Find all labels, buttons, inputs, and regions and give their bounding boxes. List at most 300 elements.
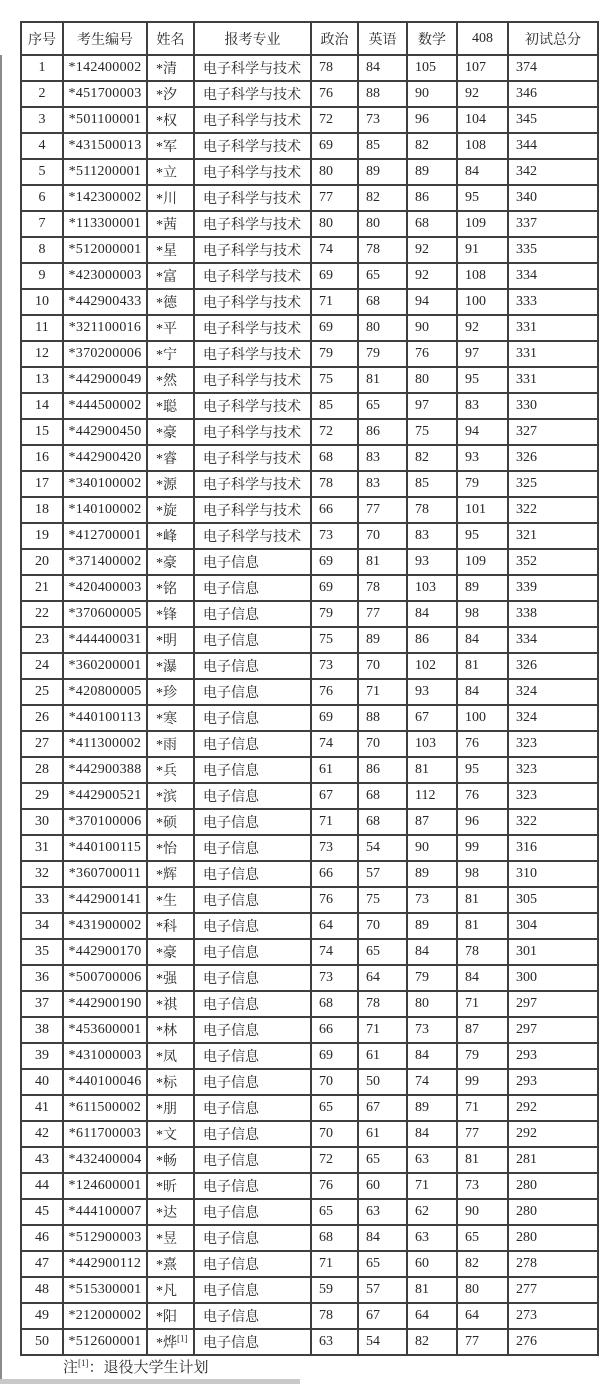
cell-english: 79 xyxy=(358,341,407,367)
cell-english: 77 xyxy=(358,497,407,523)
table-row xyxy=(21,783,598,809)
cell-math: 63 xyxy=(407,1147,457,1173)
header-major: 报考专业 xyxy=(194,22,311,55)
cell-math: 86 xyxy=(407,185,457,211)
cell-candidate-id: *442900170 xyxy=(63,939,147,965)
cell-408: 82 xyxy=(457,1251,508,1277)
cell-politics: 73 xyxy=(311,523,358,549)
footnote-prefix: 注 xyxy=(63,1360,79,1376)
table-row xyxy=(21,601,598,627)
table-row xyxy=(21,55,598,81)
cell-total: 374 xyxy=(508,55,598,81)
cell-name: *峰 xyxy=(147,523,194,549)
table-row xyxy=(21,419,598,445)
cell-english: 77 xyxy=(358,601,407,627)
cell-math: 63 xyxy=(407,1225,457,1251)
cell-math: 84 xyxy=(407,1121,457,1147)
cell-408: 84 xyxy=(457,627,508,653)
cell-408: 95 xyxy=(457,523,508,549)
cell-candidate-id: *611700003 xyxy=(63,1121,147,1147)
cell-politics: 65 xyxy=(311,1095,358,1121)
cell-politics: 77 xyxy=(311,185,358,211)
cell-politics: 71 xyxy=(311,809,358,835)
cell-major: 电子信息 xyxy=(194,1043,311,1069)
cell-no: 30 xyxy=(21,809,63,835)
table-row xyxy=(21,367,598,393)
cell-no: 5 xyxy=(21,159,63,185)
cell-politics: 68 xyxy=(311,991,358,1017)
table-row xyxy=(21,1251,598,1277)
cell-major: 电子信息 xyxy=(194,783,311,809)
cell-major: 电子信息 xyxy=(194,1173,311,1199)
cell-408: 93 xyxy=(457,445,508,471)
table-row xyxy=(21,497,598,523)
cell-no: 40 xyxy=(21,1069,63,1095)
cell-no: 49 xyxy=(21,1303,63,1329)
table-row xyxy=(21,679,598,705)
cell-politics: 64 xyxy=(311,913,358,939)
cell-no: 38 xyxy=(21,1017,63,1043)
cell-candidate-id: *451700003 xyxy=(63,81,147,107)
cell-candidate-id: *423000003 xyxy=(63,263,147,289)
cell-candidate-id: *412700001 xyxy=(63,523,147,549)
cell-name: *豪 xyxy=(147,939,194,965)
cell-candidate-id: *611500002 xyxy=(63,1095,147,1121)
table-row xyxy=(21,445,598,471)
cell-no: 45 xyxy=(21,1199,63,1225)
cell-total: 277 xyxy=(508,1277,598,1303)
cell-no: 17 xyxy=(21,471,63,497)
cell-math: 90 xyxy=(407,81,457,107)
cell-total: 325 xyxy=(508,471,598,497)
cell-408: 77 xyxy=(457,1329,508,1355)
table-row xyxy=(21,835,598,861)
cell-candidate-id: *442900112 xyxy=(63,1251,147,1277)
cell-no: 19 xyxy=(21,523,63,549)
table-row xyxy=(21,1199,598,1225)
cell-politics: 69 xyxy=(311,133,358,159)
cell-politics: 79 xyxy=(311,341,358,367)
cell-408: 108 xyxy=(457,133,508,159)
cell-major: 电子信息 xyxy=(194,653,311,679)
cell-math: 92 xyxy=(407,237,457,263)
header-total: 初试总分 xyxy=(508,22,598,55)
cell-total: 280 xyxy=(508,1173,598,1199)
cell-408: 95 xyxy=(457,757,508,783)
cell-politics: 66 xyxy=(311,861,358,887)
cell-politics: 69 xyxy=(311,1043,358,1069)
cell-total: 326 xyxy=(508,653,598,679)
cell-candidate-id: *442900521 xyxy=(63,783,147,809)
cell-name: *富 xyxy=(147,263,194,289)
cell-major: 电子科学与技术 xyxy=(194,133,311,159)
cell-math: 92 xyxy=(407,263,457,289)
cell-408: 104 xyxy=(457,107,508,133)
cell-name: *星 xyxy=(147,237,194,263)
cell-politics: 61 xyxy=(311,757,358,783)
cell-no: 2 xyxy=(21,81,63,107)
table-row xyxy=(21,341,598,367)
cell-math: 64 xyxy=(407,1303,457,1329)
cell-total: 323 xyxy=(508,783,598,809)
cell-no: 41 xyxy=(21,1095,63,1121)
cell-politics: 72 xyxy=(311,1147,358,1173)
cell-no: 48 xyxy=(21,1277,63,1303)
cell-name: *凤 xyxy=(147,1043,194,1069)
cell-408: 84 xyxy=(457,159,508,185)
cell-math: 89 xyxy=(407,1095,457,1121)
cell-408: 98 xyxy=(457,861,508,887)
cell-major: 电子信息 xyxy=(194,913,311,939)
header-408: 408 xyxy=(457,22,508,55)
cell-name: *宁 xyxy=(147,341,194,367)
cell-no: 36 xyxy=(21,965,63,991)
cell-math: 102 xyxy=(407,653,457,679)
cell-408: 84 xyxy=(457,965,508,991)
cell-major: 电子信息 xyxy=(194,1303,311,1329)
cell-total: 323 xyxy=(508,757,598,783)
cell-math: 97 xyxy=(407,393,457,419)
cell-math: 73 xyxy=(407,887,457,913)
cell-politics: 85 xyxy=(311,393,358,419)
table-row xyxy=(21,965,598,991)
cell-no: 23 xyxy=(21,627,63,653)
cell-candidate-id: *431900002 xyxy=(63,913,147,939)
cell-math: 89 xyxy=(407,159,457,185)
cell-math: 80 xyxy=(407,367,457,393)
header-english: 英语 xyxy=(358,22,407,55)
cell-408: 87 xyxy=(457,1017,508,1043)
cell-major: 电子科学与技术 xyxy=(194,367,311,393)
cell-total: 334 xyxy=(508,263,598,289)
cell-politics: 69 xyxy=(311,705,358,731)
cell-no: 1 xyxy=(21,55,63,81)
table-row xyxy=(21,1303,598,1329)
cell-name: *瀑 xyxy=(147,653,194,679)
cell-math: 84 xyxy=(407,601,457,627)
cell-candidate-id: *512600001 xyxy=(63,1329,147,1355)
cell-total: 273 xyxy=(508,1303,598,1329)
cell-english: 67 xyxy=(358,1303,407,1329)
cell-total: 322 xyxy=(508,809,598,835)
cell-408: 99 xyxy=(457,835,508,861)
table-row xyxy=(21,263,598,289)
cell-no: 22 xyxy=(21,601,63,627)
cell-math: 112 xyxy=(407,783,457,809)
table-row xyxy=(21,575,598,601)
cell-name: *聪 xyxy=(147,393,194,419)
cell-major: 电子科学与技术 xyxy=(194,289,311,315)
cell-408: 95 xyxy=(457,185,508,211)
cell-total: 334 xyxy=(508,627,598,653)
cell-name: *川 xyxy=(147,185,194,211)
cell-candidate-id: *113300001 xyxy=(63,211,147,237)
header-no: 序号 xyxy=(21,22,63,55)
table-row xyxy=(21,1121,598,1147)
cell-408: 71 xyxy=(457,1095,508,1121)
cell-total: 324 xyxy=(508,679,598,705)
cell-name: *源 xyxy=(147,471,194,497)
cell-english: 54 xyxy=(358,1329,407,1355)
cell-408: 81 xyxy=(457,913,508,939)
page-bottom-edge-artifact xyxy=(0,1379,300,1384)
cell-candidate-id: *442900141 xyxy=(63,887,147,913)
cell-no: 6 xyxy=(21,185,63,211)
table-row xyxy=(21,887,598,913)
cell-name: *明 xyxy=(147,627,194,653)
table-row xyxy=(21,185,598,211)
cell-name: *昕 xyxy=(147,1173,194,1199)
cell-major: 电子科学与技术 xyxy=(194,55,311,81)
cell-408: 91 xyxy=(457,237,508,263)
cell-total: 346 xyxy=(508,81,598,107)
table-row xyxy=(21,913,598,939)
cell-politics: 73 xyxy=(311,653,358,679)
cell-english: 70 xyxy=(358,913,407,939)
cell-408: 83 xyxy=(457,393,508,419)
table-row xyxy=(21,523,598,549)
cell-math: 79 xyxy=(407,965,457,991)
cell-name: *强 xyxy=(147,965,194,991)
cell-name: *辉 xyxy=(147,861,194,887)
cell-politics: 73 xyxy=(311,835,358,861)
cell-candidate-id: *453600001 xyxy=(63,1017,147,1043)
cell-total: 324 xyxy=(508,705,598,731)
cell-politics: 71 xyxy=(311,289,358,315)
cell-total: 345 xyxy=(508,107,598,133)
cell-major: 电子信息 xyxy=(194,601,311,627)
header-politics: 政治 xyxy=(311,22,358,55)
cell-name: *睿 xyxy=(147,445,194,471)
header-math: 数学 xyxy=(407,22,457,55)
cell-major: 电子科学与技术 xyxy=(194,107,311,133)
cell-name: *寒 xyxy=(147,705,194,731)
cell-major: 电子信息 xyxy=(194,939,311,965)
table-row xyxy=(21,159,598,185)
cell-major: 电子信息 xyxy=(194,1225,311,1251)
cell-english: 65 xyxy=(358,1147,407,1173)
cell-total: 293 xyxy=(508,1043,598,1069)
cell-politics: 66 xyxy=(311,497,358,523)
cell-candidate-id: *440100113 xyxy=(63,705,147,731)
cell-candidate-id: *360700011 xyxy=(63,861,147,887)
cell-politics: 72 xyxy=(311,107,358,133)
cell-politics: 63 xyxy=(311,1329,358,1355)
cell-no: 24 xyxy=(21,653,63,679)
cell-408: 81 xyxy=(457,653,508,679)
cell-english: 60 xyxy=(358,1173,407,1199)
cell-candidate-id: *321100016 xyxy=(63,315,147,341)
cell-408: 99 xyxy=(457,1069,508,1095)
cell-math: 90 xyxy=(407,315,457,341)
cell-408: 101 xyxy=(457,497,508,523)
cell-name: *清 xyxy=(147,55,194,81)
cell-politics: 80 xyxy=(311,211,358,237)
cell-major: 电子信息 xyxy=(194,705,311,731)
table-row xyxy=(21,211,598,237)
cell-candidate-id: *420400003 xyxy=(63,575,147,601)
cell-major: 电子科学与技术 xyxy=(194,523,311,549)
cell-no: 33 xyxy=(21,887,63,913)
cell-politics: 68 xyxy=(311,1225,358,1251)
table-row xyxy=(21,393,598,419)
cell-math: 89 xyxy=(407,913,457,939)
cell-english: 70 xyxy=(358,731,407,757)
footnote-separator: ： xyxy=(88,1360,104,1376)
cell-english: 70 xyxy=(358,523,407,549)
cell-total: 339 xyxy=(508,575,598,601)
cell-408: 109 xyxy=(457,211,508,237)
cell-major: 电子信息 xyxy=(194,549,311,575)
table-body xyxy=(21,55,598,1355)
cell-name: *畅 xyxy=(147,1147,194,1173)
cell-math: 103 xyxy=(407,731,457,757)
cell-408: 71 xyxy=(457,991,508,1017)
cell-name: *祺 xyxy=(147,991,194,1017)
cell-major: 电子信息 xyxy=(194,1017,311,1043)
cell-major: 电子信息 xyxy=(194,575,311,601)
cell-candidate-id: *360200001 xyxy=(63,653,147,679)
cell-math: 89 xyxy=(407,861,457,887)
cell-408: 96 xyxy=(457,809,508,835)
cell-total: 278 xyxy=(508,1251,598,1277)
cell-name: *阳 xyxy=(147,1303,194,1329)
cell-politics: 78 xyxy=(311,471,358,497)
cell-name: *怡 xyxy=(147,835,194,861)
cell-politics: 68 xyxy=(311,445,358,471)
cell-name: *军 xyxy=(147,133,194,159)
cell-major: 电子信息 xyxy=(194,679,311,705)
cell-total: 331 xyxy=(508,341,598,367)
cell-total: 338 xyxy=(508,601,598,627)
cell-english: 61 xyxy=(358,1121,407,1147)
cell-math: 96 xyxy=(407,107,457,133)
cell-no: 29 xyxy=(21,783,63,809)
cell-total: 292 xyxy=(508,1095,598,1121)
cell-math: 73 xyxy=(407,1017,457,1043)
cell-math: 71 xyxy=(407,1173,457,1199)
cell-english: 85 xyxy=(358,133,407,159)
cell-politics: 70 xyxy=(311,1069,358,1095)
cell-politics: 79 xyxy=(311,601,358,627)
cell-major: 电子信息 xyxy=(194,1069,311,1095)
cell-math: 90 xyxy=(407,835,457,861)
cell-name: *权 xyxy=(147,107,194,133)
table-row xyxy=(21,1017,598,1043)
cell-politics: 80 xyxy=(311,159,358,185)
cell-name: *铭 xyxy=(147,575,194,601)
cell-name: *朋 xyxy=(147,1095,194,1121)
cell-candidate-id: *431500013 xyxy=(63,133,147,159)
cell-politics: 69 xyxy=(311,263,358,289)
cell-english: 50 xyxy=(358,1069,407,1095)
cell-408: 79 xyxy=(457,471,508,497)
cell-math: 74 xyxy=(407,1069,457,1095)
cell-total: 342 xyxy=(508,159,598,185)
cell-candidate-id: *431000003 xyxy=(63,1043,147,1069)
cell-no: 4 xyxy=(21,133,63,159)
cell-english: 63 xyxy=(358,1199,407,1225)
cell-math: 82 xyxy=(407,133,457,159)
cell-english: 78 xyxy=(358,575,407,601)
cell-major: 电子信息 xyxy=(194,809,311,835)
cell-english: 67 xyxy=(358,1095,407,1121)
cell-english: 65 xyxy=(358,1251,407,1277)
cell-candidate-id: *411300002 xyxy=(63,731,147,757)
cell-english: 65 xyxy=(358,393,407,419)
cell-major: 电子信息 xyxy=(194,1199,311,1225)
cell-major: 电子科学与技术 xyxy=(194,471,311,497)
cell-408: 73 xyxy=(457,1173,508,1199)
table-row xyxy=(21,315,598,341)
cell-major: 电子科学与技术 xyxy=(194,263,311,289)
table-row xyxy=(21,133,598,159)
cell-math: 60 xyxy=(407,1251,457,1277)
cell-major: 电子科学与技术 xyxy=(194,419,311,445)
cell-no: 20 xyxy=(21,549,63,575)
cell-408: 98 xyxy=(457,601,508,627)
cell-name: *滨 xyxy=(147,783,194,809)
cell-politics: 72 xyxy=(311,419,358,445)
cell-total: 326 xyxy=(508,445,598,471)
cell-candidate-id: *442900433 xyxy=(63,289,147,315)
cell-math: 80 xyxy=(407,991,457,1017)
cell-total: 321 xyxy=(508,523,598,549)
cell-candidate-id: *512900003 xyxy=(63,1225,147,1251)
cell-total: 352 xyxy=(508,549,598,575)
cell-english: 71 xyxy=(358,1017,407,1043)
cell-math: 103 xyxy=(407,575,457,601)
cell-total: 280 xyxy=(508,1199,598,1225)
cell-total: 304 xyxy=(508,913,598,939)
cell-major: 电子信息 xyxy=(194,1277,311,1303)
cell-major: 电子信息 xyxy=(194,757,311,783)
cell-english: 86 xyxy=(358,757,407,783)
cell-politics: 71 xyxy=(311,1251,358,1277)
cell-name: *锋 xyxy=(147,601,194,627)
cell-major: 电子科学与技术 xyxy=(194,497,311,523)
cell-candidate-id: *370600005 xyxy=(63,601,147,627)
cell-candidate-id: *442900450 xyxy=(63,419,147,445)
cell-no: 14 xyxy=(21,393,63,419)
cell-english: 57 xyxy=(358,861,407,887)
cell-math: 83 xyxy=(407,523,457,549)
cell-total: 331 xyxy=(508,367,598,393)
cell-english: 71 xyxy=(358,679,407,705)
cell-candidate-id: *340100002 xyxy=(63,471,147,497)
cell-english: 64 xyxy=(358,965,407,991)
cell-major: 电子信息 xyxy=(194,861,311,887)
cell-no: 9 xyxy=(21,263,63,289)
cell-total: 293 xyxy=(508,1069,598,1095)
cell-no: 18 xyxy=(21,497,63,523)
cell-no: 15 xyxy=(21,419,63,445)
cell-politics: 59 xyxy=(311,1277,358,1303)
cell-name: *立 xyxy=(147,159,194,185)
cell-no: 25 xyxy=(21,679,63,705)
cell-408: 80 xyxy=(457,1277,508,1303)
cell-total: 297 xyxy=(508,991,598,1017)
cell-name: *达 xyxy=(147,1199,194,1225)
cell-name: *雨 xyxy=(147,731,194,757)
cell-major: 电子信息 xyxy=(194,991,311,1017)
cell-major: 电子科学与技术 xyxy=(194,185,311,211)
cell-major: 电子信息 xyxy=(194,1095,311,1121)
cell-math: 68 xyxy=(407,211,457,237)
cell-no: 46 xyxy=(21,1225,63,1251)
cell-candidate-id: *512000001 xyxy=(63,237,147,263)
cell-name: *旋 xyxy=(147,497,194,523)
